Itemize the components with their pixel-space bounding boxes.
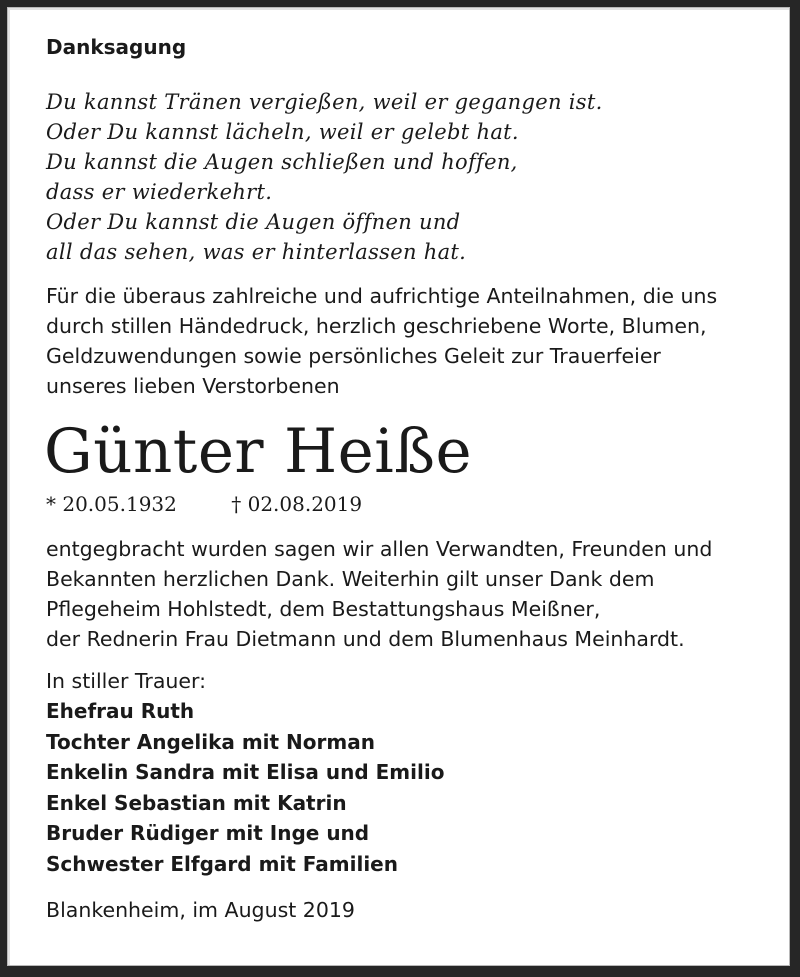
poem-line: dass er wiederkehrt.	[46, 180, 273, 204]
place-date: Blankenheim, im August 2019	[46, 898, 355, 922]
life-dates	[46, 489, 776, 519]
mourner: Schwester Elfgard mit Familien	[46, 851, 398, 876]
heading: Danksagung	[46, 35, 187, 59]
mourner: Bruder Rüdiger mit Inge und	[46, 821, 370, 845]
birth-date: * 20.05.1932	[46, 492, 177, 516]
mourners-list	[46, 696, 776, 879]
poem	[46, 87, 776, 267]
deceased-name: Günter Heiße	[44, 416, 473, 487]
thanks-line: Pflegeheim Hohlstedt, dem Bestattungshaus Meißner,	[46, 597, 601, 621]
poem-line: Du kannst die Augen schließen und hoffen,	[46, 150, 518, 174]
mourner: Enkel Sebastian mit Katrin	[46, 790, 347, 815]
poem-line: Du kannst Tränen vergießen, weil er gegangen ist.	[46, 90, 603, 114]
intro-line: Geldzuwendungen sowie persönliches Geleit zur Trauerfeier	[46, 344, 661, 368]
intro-line: unseres lieben Verstorbenen	[46, 374, 340, 398]
poem-line: Oder Du kannst die Augen öffnen und	[46, 210, 461, 234]
mourner: Enkelin Sandra mit Elisa und Emilio	[46, 760, 445, 784]
intro-line: durch stillen Händedruck, herzlich geschriebene Worte, Blumen,	[46, 314, 707, 338]
thanks-line: Bekannten herzlichen Dank. Weiterhin gilt unser Dank dem	[46, 567, 655, 591]
intro-line: Für die überaus zahlreiche und aufrichtige Anteilnahmen, die uns	[46, 284, 718, 308]
mourner: Tochter Angelika mit Norman	[46, 729, 375, 754]
poem-line: Oder Du kannst lächeln, weil er gelebt hat.	[46, 120, 519, 144]
thanks-line: entgegbracht wurden sagen wir allen Verwandten, Freunden und	[46, 537, 713, 561]
mourner: Ehefrau Ruth	[46, 699, 195, 723]
thanks-paragraph	[46, 534, 776, 654]
intro-paragraph	[46, 281, 776, 401]
death-date: † 02.08.2019	[231, 492, 363, 516]
mourning-label: In stiller Trauer:	[46, 669, 206, 693]
obituary-notice	[46, 34, 776, 925]
poem-line: all das sehen, was er hinterlassen hat.	[46, 240, 467, 264]
thanks-line: der Rednerin Frau Dietmann und dem Blumenhaus Meinhardt.	[46, 627, 685, 651]
